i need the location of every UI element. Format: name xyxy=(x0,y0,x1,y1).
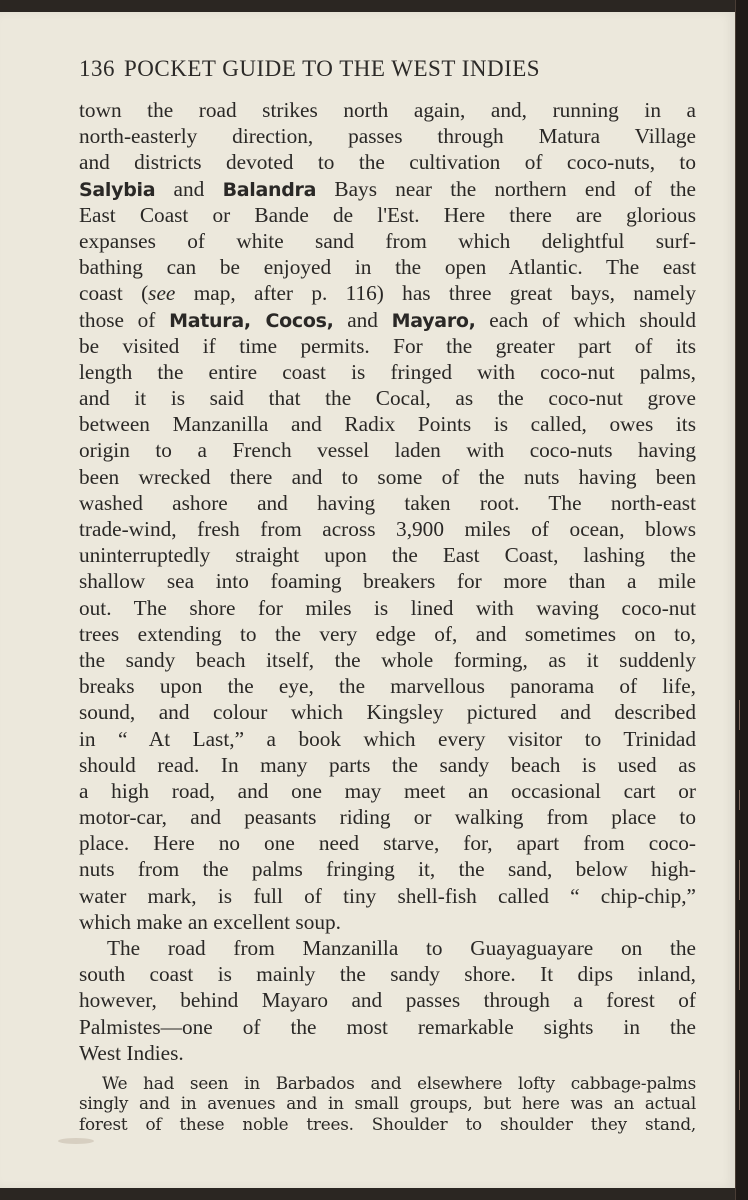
text-run: water mark, is full of tiny shell-fish called “ chip-chip,” xyxy=(79,883,696,908)
text-run: bathing can be enjoyed in the open Atlantic. The east xyxy=(79,255,696,280)
text-line xyxy=(79,411,696,437)
text-line xyxy=(79,699,696,725)
text-run: origin to a French vessel laden with coco-nuts having xyxy=(79,438,696,463)
text-run: The road from Manzanilla to Guayaguayare on the xyxy=(107,936,696,960)
text-line xyxy=(79,935,696,961)
text-run: each of which should xyxy=(475,307,696,332)
running-title: POCKET GUIDE TO THE WEST INDIES xyxy=(124,56,541,81)
text-line xyxy=(79,333,696,359)
text-run: coast ( xyxy=(79,281,149,306)
text-run: however, behind Mayaro and passes through a forest of xyxy=(79,988,696,1013)
text-run: motor-car, and peasants riding or walking from place to xyxy=(79,805,696,830)
text-run: length the entire coast is fringed with coco-nut palms, xyxy=(79,359,696,384)
text-line xyxy=(79,1040,696,1066)
text-run: breaks upon the eye, the marvellous panorama of life, xyxy=(79,674,696,699)
text-line xyxy=(79,437,696,463)
text-line xyxy=(79,595,696,621)
text-run: town the road strikes north again, and, running in a xyxy=(79,98,696,122)
place-name-bold: Matura, Cocos, xyxy=(169,309,334,332)
text-run: map, after p. 116) has three great bays, namely xyxy=(175,281,696,306)
text-run: trade-wind, fresh from across 3,900 miles of ocean, blows xyxy=(79,517,696,541)
running-header xyxy=(79,56,642,82)
text-line xyxy=(79,804,696,830)
text-run: washed ashore and having taken root. The north-east xyxy=(79,490,696,515)
text-run: West Indies. xyxy=(79,1040,184,1065)
text-run: Palmistes—one of the most remarkable sights in the xyxy=(79,1014,696,1039)
paper-smudge xyxy=(58,1138,94,1144)
text-line xyxy=(79,830,696,856)
text-line xyxy=(79,883,696,909)
quote-line: singly and in avenues and in small groups, but here was an actual xyxy=(79,1093,696,1114)
text-run: trees extending to the very edge of, and sometimes on to, xyxy=(79,621,696,646)
quote-line: We had seen in Barbados and elsewhere lofty cabbage-palms xyxy=(102,1072,696,1093)
text-run: those of xyxy=(79,307,170,332)
text-line xyxy=(79,123,696,149)
text-line xyxy=(79,149,696,175)
text-line xyxy=(79,254,696,280)
body-text xyxy=(79,97,696,1134)
text-run: shallow sea into foaming breakers for more than a mile xyxy=(79,569,696,594)
text-run: been wrecked there and to some of the nuts having been xyxy=(79,464,696,489)
text-run: Bays near the northern end of the xyxy=(316,176,696,201)
text-line xyxy=(79,359,696,385)
text-run: should read. In many parts the sandy beach is used as xyxy=(79,752,696,777)
text-run: which make an excellent soup. xyxy=(79,909,341,934)
text-run: sound, and colour which Kingsley pictured and described xyxy=(79,700,696,725)
place-name-bold: Mayaro, xyxy=(391,309,476,332)
text-run: nuts from the palms fringing it, the sand, below high- xyxy=(79,857,696,882)
text-line xyxy=(79,961,696,987)
text-line xyxy=(79,568,696,594)
text-run: and xyxy=(155,176,223,201)
text-run: and xyxy=(333,307,392,332)
text-run: south coast is mainly the sandy shore. It dips inland, xyxy=(79,962,696,987)
text-line xyxy=(79,1014,696,1040)
text-run: and districts devoted to the cultivation of coco-nuts, to xyxy=(79,150,696,175)
text-run: a high road, and one may meet an occasional cart or xyxy=(79,778,696,803)
text-line xyxy=(79,909,696,935)
text-line xyxy=(79,202,696,228)
text-line xyxy=(79,307,696,333)
text-line xyxy=(79,542,696,568)
text-run: place. Here no one need starve, for, apart from coco- xyxy=(79,831,696,856)
text-run: East Coast or Bande de l'Est. Here there are glorious xyxy=(79,202,696,227)
text-line xyxy=(79,228,696,254)
page-number: 136 xyxy=(79,56,115,81)
text-line xyxy=(79,647,696,673)
text-run: between Manzanilla and Radix Points is called, owes its xyxy=(79,412,696,437)
text-run: north-easterly direction, passes through Matura Village xyxy=(79,124,696,149)
quote-line: forest of these noble trees. Shoulder to shoulder they stand, xyxy=(79,1113,696,1134)
page-edge-strip xyxy=(735,0,748,1200)
text-line xyxy=(79,673,696,699)
text-run: be visited if time permits. For the greater part of its xyxy=(79,333,696,358)
place-name-bold: Salybia xyxy=(79,178,156,201)
text-run: uninterruptedly straight upon the East Coast, lashing the xyxy=(79,543,696,568)
text-line xyxy=(79,987,696,1013)
text-line xyxy=(79,516,696,542)
text-run: expanses of white sand from which delightful surf- xyxy=(79,228,696,253)
text-line xyxy=(79,97,696,123)
text-run: out. The shore for miles is lined with waving coco-nut xyxy=(79,595,696,620)
block-quote xyxy=(79,1073,696,1135)
main-paragraphs xyxy=(79,97,696,1066)
text-line xyxy=(79,176,696,202)
text-line xyxy=(79,280,696,306)
text-line xyxy=(79,856,696,882)
text-line xyxy=(79,752,696,778)
text-line xyxy=(79,621,696,647)
text-run: the sandy beach itself, the whole forming, as it suddenly xyxy=(79,647,696,672)
text-line xyxy=(79,385,696,411)
text-line xyxy=(79,726,696,752)
text-line xyxy=(79,490,696,516)
text-run: and it is said that the Cocal, as the coco-nut grove xyxy=(79,386,696,411)
italic-text: see xyxy=(148,281,176,306)
place-name-bold: Balandra xyxy=(222,178,317,201)
text-run: in “ At Last,” a book which every visitor to Trinidad xyxy=(79,726,696,751)
text-line xyxy=(79,464,696,490)
text-line xyxy=(79,778,696,804)
